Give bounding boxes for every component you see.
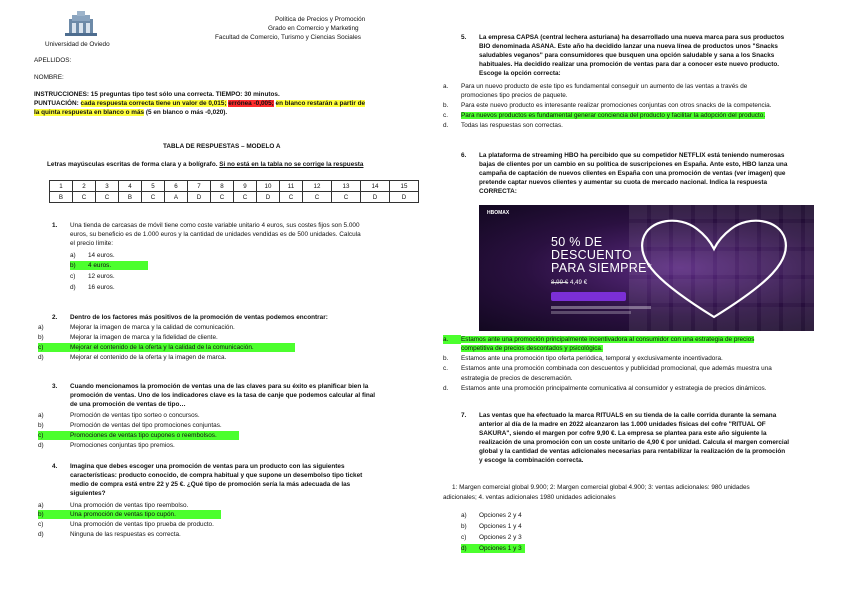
answer-cell: C — [234, 192, 257, 203]
answer-option[interactable] — [461, 522, 522, 531]
option-letter: d) — [38, 531, 44, 538]
answer-cell: A — [165, 192, 188, 203]
score-label: PUNTUACIÓN: — [34, 100, 79, 107]
question-line: el precio límite: — [70, 240, 113, 247]
answer-option[interactable] — [443, 384, 766, 393]
option-letter: d) — [70, 284, 76, 291]
question-line: campaña de captación de nuevos clientes en España con una promoción de ventas (ver imagen) que — [479, 170, 786, 177]
question-number: 3. — [52, 383, 58, 390]
option-letter: d. — [443, 385, 449, 392]
question-line: Una tienda de carcasas de móvil tiene como coste variable unitario 4 euros, sus costes fijos son 5.000 — [70, 222, 360, 229]
answer-option[interactable] — [443, 364, 772, 373]
answer-option-correct[interactable] — [38, 343, 295, 352]
option-text: Opciones 2 y 4 — [479, 512, 522, 519]
question-number: 2. — [52, 314, 58, 321]
answer-cell: C — [303, 192, 332, 203]
option-text: Estamos ante una promoción principalmente incentivadora al consumidor con una estrategia de precios — [461, 336, 755, 343]
option-letter: c) — [38, 432, 44, 439]
question-text — [479, 33, 784, 78]
question-line: Escoge la opción correcta: — [479, 70, 561, 77]
answer-option-continued[interactable] — [461, 374, 573, 383]
question-line: características: producto conocido, de compra habitual y que supone un desembolso tipo ticket — [70, 472, 363, 479]
option-text: promociones tipo precios de paquete. — [461, 92, 568, 99]
option-text: Una promoción de ventas tipo cupón. — [70, 511, 176, 518]
answer-option[interactable] — [38, 501, 188, 510]
question-line: CORRECTA: — [479, 188, 517, 195]
question-line: habituales. Ha decidido realizar una promoción de ventas para dar a conocer este nuevo producto. — [479, 61, 780, 68]
score-blank-threshold: la quinta respuesta en blanco o más — [34, 109, 145, 116]
question-line: promoción de ventas. Uno de los indicadores clave es la tasa de canje que podemos calcular al final — [70, 392, 376, 399]
option-text: competitiva de precios descontados y psicológica. — [461, 345, 603, 352]
promo-cta-button — [551, 292, 626, 301]
option-text: Ninguna de las respuestas es correcta. — [70, 531, 181, 538]
option-text: Estamos ante una promoción tipo oferta periódica, temporal y exclusivamente incentivadora. — [461, 355, 723, 362]
question-text — [70, 382, 375, 409]
answer-table-note-plain: Letras mayúsculas escritas de forma clara y a bolígrafo. — [47, 161, 218, 168]
score-correct: cada respuesta correcta tiene un valor de 0,015; — [80, 100, 227, 107]
answer-number: 9 — [234, 181, 257, 192]
option-letter: b. — [443, 102, 449, 109]
question-number: 7. — [461, 412, 467, 419]
option-letter: a) — [38, 502, 44, 509]
answer-option-correct[interactable] — [38, 510, 221, 519]
answer-number: 7 — [188, 181, 211, 192]
answer-cell: D — [188, 192, 211, 203]
option-letter: c. — [443, 365, 448, 372]
question-line: SAKURA", siendo el margen por cofre 9,90 €. La empresa se plantea para este año siguiente la — [479, 430, 767, 437]
question-line: anterior al día de la madre en 2022 alcanzaron las 1.000 unidades físicas del cofre "RITUAL OF — [479, 421, 766, 428]
answer-cell: C — [332, 192, 361, 203]
option-text: Mejorar el contenido de la oferta y la imagen de marca. — [70, 354, 227, 361]
answer-number: 11 — [280, 181, 303, 192]
option-text: 14 euros. — [88, 252, 115, 259]
answer-option-correct[interactable] — [38, 431, 239, 440]
option-text: Opciones 2 y 3 — [479, 534, 522, 541]
answer-table-answers-row — [50, 192, 419, 203]
option-text: Promoción de ventas del tipo promociones conjuntas. — [70, 422, 222, 429]
option-letter: a) — [461, 512, 467, 519]
option-text: 12 euros. — [88, 273, 115, 280]
answer-option-continued[interactable] — [461, 344, 603, 353]
answer-option[interactable] — [70, 251, 115, 260]
option-text: Una promoción de ventas tipo reembolso. — [70, 502, 189, 509]
answer-number: 8 — [211, 181, 234, 192]
old-price: 8,99 € — [551, 279, 569, 286]
question-line: BIO denominada ASANA. Este año ha decidido lanzar una nueva línea de productos unos "Snacks — [479, 43, 778, 50]
answer-table-note — [47, 160, 363, 169]
question-line: La plataforma de streaming HBO ha percibido que su competidor NETFLIX está teniendo numerosas — [479, 152, 785, 159]
option-text: Opciones 1 y 4 — [479, 523, 522, 530]
answer-cell: C — [211, 192, 234, 203]
q7-data-line: 1: Margen comercial global 9.900; 2: Margen comercial global 4.900; 3: ventas adicionales: 980 unidades — [452, 484, 750, 491]
answer-cell: D — [257, 192, 280, 203]
question-line: siguientes? — [70, 490, 106, 497]
question-line: bajas de clientes por un cambio en su política de suscripciones en España. Ante esto, HBO lanza una — [479, 161, 788, 168]
option-letter: c) — [38, 521, 44, 528]
question-line: Cuando mencionamos la promoción de ventas una de las claves para su éxito es planificar bien la — [70, 383, 369, 390]
faculty-name: Facultad de Comercio, Turismo y Ciencias Sociales — [215, 34, 361, 41]
option-text: Estamos ante una promoción principalmente comunicativa al consumidor y estrategia de precios dinámicos. — [461, 385, 767, 392]
option-letter: b) — [38, 422, 44, 429]
answer-option-correct[interactable] — [70, 261, 148, 270]
option-letter: a. — [443, 335, 461, 344]
answer-cell: C — [280, 192, 303, 203]
option-text: Para un nuevo producto de este tipo es fundamental conseguir un aumento de las ventas a través de — [461, 83, 748, 90]
question-text — [70, 462, 362, 498]
option-text: Todas las respuestas son correctas. — [461, 122, 563, 129]
instructions-line: INSTRUCCIONES: 15 preguntas tipo test sólo una correcta. TIEMPO: 30 minutos. — [34, 91, 280, 98]
option-text: Mejorar la imagen de marca y la fidelidad de cliente. — [70, 334, 218, 341]
question-line: saludables veganos" para consumidores que busquen una opción saludable y sana a los Snacks — [479, 52, 775, 59]
question-line: global y la cantidad de ventas adicionales necesarias para rentabilizar la realización de la promoción — [479, 448, 786, 455]
question-line: euros, su beneficio es de 1.000 euros y la cantidad de unidades vendidas es de 500 unidades. Calcula — [70, 231, 361, 238]
score-blank: en blanco restarán a partir de — [275, 100, 366, 107]
option-text: Mejorar la imagen de marca y la calidad de comunicación. — [70, 324, 235, 331]
option-text: Opciones 1 y 3 — [479, 545, 522, 552]
option-text: Una promoción de ventas tipo prueba de producto. — [70, 521, 214, 528]
answer-number: 2 — [73, 181, 96, 192]
surnames-label: APELLIDOS: — [34, 57, 72, 64]
answer-number: 4 — [119, 181, 142, 192]
option-letter: c) — [461, 534, 467, 541]
question-line: medio de compra está entre 22 y 25 €. ¿Qué tipo de promoción sería la más adecuada de las — [70, 481, 351, 488]
name-label: NOMBRE: — [34, 74, 64, 81]
question-line: de una promoción de ventas de tipo… — [70, 401, 186, 408]
promo-headline-2: DESCUENTO — [551, 248, 632, 262]
question-line: pretende captar nuevos clientes y aumentar su cuota de mercado nacional. Indica la respuesta — [479, 179, 768, 186]
option-letter: c) — [70, 273, 76, 280]
option-text: Mejorar el contenido de la oferta y la calidad de la comunicación. — [70, 344, 254, 351]
degree-name: Grado en Comercio y Marketing — [268, 25, 359, 32]
answer-number: 12 — [303, 181, 332, 192]
question-text: Dentro de los factores más positivos de la promoción de ventas podemos encontrar: — [70, 314, 328, 321]
option-letter: b) — [38, 511, 44, 518]
option-letter: a) — [38, 412, 44, 419]
option-letter: c) — [38, 344, 44, 351]
answer-option[interactable] — [38, 441, 175, 450]
answer-option[interactable] — [70, 272, 115, 281]
answer-number: 3 — [96, 181, 119, 192]
option-letter: a) — [70, 252, 76, 259]
answer-cell: B — [119, 192, 142, 203]
option-letter: d. — [443, 122, 449, 129]
answer-number: 13 — [332, 181, 361, 192]
option-letter: a) — [38, 324, 44, 331]
answer-cell: B — [50, 192, 73, 203]
option-text: Estamos ante una promoción combinada con descuentos y publicidad promocional, que además muestra una — [461, 365, 772, 372]
score-blank-penalty: (5 en blanco o más -0,020). — [145, 109, 228, 116]
university-logo — [63, 9, 99, 37]
answer-number: 6 — [165, 181, 188, 192]
question-number: 5. — [461, 34, 467, 41]
score-line-2 — [34, 108, 227, 117]
option-text: Para este nuevo producto es interesante realizar promociones conjuntas con otros snacks de la competencia. — [461, 102, 772, 109]
option-text: 16 euros. — [88, 284, 115, 291]
answer-option[interactable] — [38, 333, 218, 342]
option-letter: d) — [38, 354, 44, 361]
answer-cell: D — [390, 192, 419, 203]
option-letter: a. — [443, 83, 449, 90]
answer-option[interactable] — [38, 353, 226, 362]
answer-option[interactable] — [70, 283, 115, 292]
answer-option[interactable] — [38, 530, 181, 539]
answer-table — [49, 180, 419, 203]
answer-table-title: TABLA DE RESPUESTAS – MODELO A — [163, 143, 281, 150]
answer-table-note-underlined: Si no está en la tabla no se corrige la respuesta — [219, 161, 364, 168]
question-text — [479, 151, 787, 196]
option-letter: c. — [443, 112, 448, 119]
option-text: Promociones de ventas tipo cupones o reembolsos. — [70, 432, 217, 439]
answer-table-numbers-row — [50, 181, 419, 192]
answer-option[interactable] — [461, 533, 522, 542]
option-text: Promoción de ventas tipo sorteo o concursos. — [70, 412, 200, 419]
option-letter: d) — [38, 442, 44, 449]
promo-headline-3: PARA SIEMPRE* — [551, 261, 652, 275]
option-text: estrategia de precios de descremación. — [461, 375, 573, 382]
question-number: 1. — [52, 222, 58, 229]
answer-option-correct[interactable] — [443, 111, 765, 120]
answer-number: 14 — [361, 181, 390, 192]
answer-option[interactable] — [38, 520, 214, 529]
answer-number: 15 — [390, 181, 419, 192]
heart-outline — [629, 213, 799, 323]
new-price: 4,49 € — [569, 279, 588, 286]
answer-option[interactable] — [38, 421, 222, 430]
hbo-promo-image — [479, 205, 814, 331]
hbo-max-logo: HBOMAX — [487, 210, 510, 216]
promo-fine-print — [551, 306, 651, 309]
promo-price — [551, 278, 587, 287]
question-line: Las ventas que ha efectuado la marca RITUALS en su tienda de la calle corrida durante la semana — [479, 412, 777, 419]
score-wrong: errónea -0,005; — [228, 100, 274, 107]
option-text: Promociones conjuntas tipo premios. — [70, 442, 175, 449]
university-name: Universidad de Oviedo — [45, 41, 110, 48]
option-letter: b) — [461, 523, 467, 530]
question-text — [70, 221, 361, 248]
option-letter: d) — [461, 545, 467, 552]
answer-option-correct[interactable] — [461, 544, 525, 553]
question-line: realización de una promoción con un coste unitario de 4,90 € por unidad. Calcula el margen comercial — [479, 439, 790, 446]
answer-number: 5 — [142, 181, 165, 192]
question-line: y escoge la combinación correcta. — [479, 457, 584, 464]
answer-option[interactable] — [443, 121, 563, 130]
answer-option[interactable] — [38, 323, 235, 332]
option-letter: b) — [38, 334, 44, 341]
promo-headline-1: 50 % DE — [551, 235, 603, 249]
answer-number: 10 — [257, 181, 280, 192]
option-text: 4 euros. — [88, 262, 112, 269]
q7-data-line: adicionales; 4. ventas adicionales 1980 unidades adicionales — [443, 494, 616, 501]
question-line: La empresa CAPSA (central lechera asturiana) ha desarrollado una nueva marca para sus productos — [479, 34, 785, 41]
score-line — [34, 99, 365, 108]
course-title: Política de Precios y Promoción — [275, 16, 366, 23]
answer-option[interactable] — [443, 101, 771, 110]
answer-cell: C — [96, 192, 119, 203]
answer-option[interactable] — [461, 511, 522, 520]
question-number: 6. — [461, 152, 467, 159]
question-line: Imagina que debes escoger una promoción de ventas para un producto con las siguientes — [70, 463, 345, 470]
answer-option[interactable] — [443, 354, 723, 363]
question-number: 4. — [52, 463, 58, 470]
promo-fine-print — [551, 311, 631, 314]
answer-cell: C — [142, 192, 165, 203]
option-letter: b) — [70, 262, 76, 269]
answer-option-correct[interactable] — [443, 335, 754, 344]
option-letter: b. — [443, 355, 449, 362]
option-text: Para nuevos productos es fundamental generar conciencia del producto y facilitar la adopción del producto. — [461, 112, 766, 119]
answer-option[interactable] — [443, 82, 747, 91]
answer-option[interactable] — [38, 411, 200, 420]
answer-option-continued[interactable] — [461, 91, 568, 100]
question-text — [479, 411, 789, 465]
answer-cell: C — [73, 192, 96, 203]
answer-cell: D — [361, 192, 390, 203]
answer-number: 1 — [50, 181, 73, 192]
